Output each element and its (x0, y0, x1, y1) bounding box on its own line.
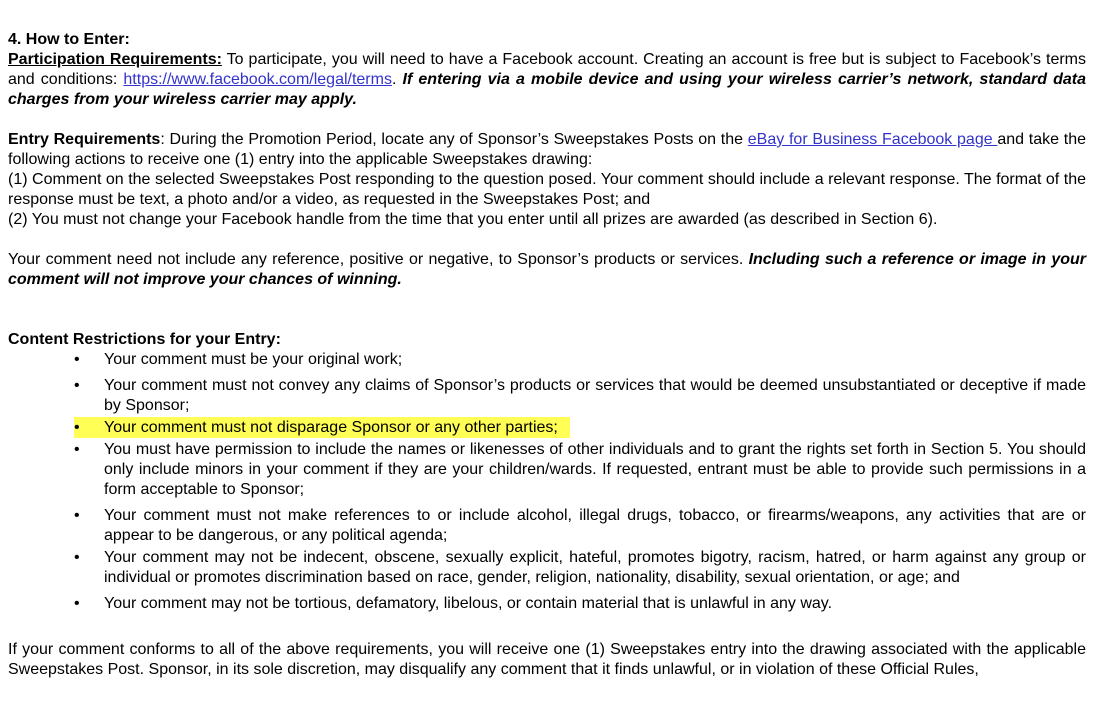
list-item-text: Your comment may not be tortious, defamatory, libelous, or contain material that is unlawful in any way. (104, 595, 833, 612)
bullet-icon: • (74, 549, 80, 566)
list-item-text: Your comment must not make references to or include alcohol, illegal drugs, tobacco, or firearms/weapons, any activities that are or appear to be dangerous, or any political agenda; (104, 507, 1086, 544)
participation-label: Participation Requirements: (8, 51, 222, 68)
entry-paragraph (8, 130, 1086, 170)
list-item-text: Your comment must be your original work; (104, 351, 403, 368)
facebook-terms-link[interactable]: https://www.facebook.com/legal/terms (123, 71, 392, 88)
list-item (8, 350, 1086, 370)
list-item (8, 440, 1086, 500)
bullet-icon: • (74, 377, 80, 394)
entry-text-2: and take the following actions to receive one (1) entry into the applicable Sweepstakes drawing: (8, 131, 1086, 168)
bullet-icon: • (74, 595, 80, 612)
list-item (8, 376, 1086, 416)
list-item (8, 548, 1086, 588)
participation-emphasis: If entering via a mobile device and using your wireless carrier’s network, standard data charges from your wireless carrier may apply. (8, 71, 1087, 108)
conclusion-paragraph: If your comment conforms to all of the above requirements, you will receive one (1) Sweepstakes entry into the drawing associated with the applicable Sweepstakes Post. Sponsor, in its sole discretion, may disqualify any comment that it finds unlawful, or in violation of these Official Rules, (8, 641, 1086, 678)
entry-label: Entry Requirements (8, 131, 161, 148)
list-item (8, 506, 1086, 546)
list-item-text: Your comment must not convey any claims of Sponsor’s products or services that would be deemed unsubstantiated or deceptive if made by Sponsor; (104, 377, 1086, 414)
document-page (8, 30, 1086, 680)
ebay-facebook-page-link[interactable]: eBay for Business Facebook page (747, 131, 998, 148)
entry-item-1: (1) Comment on the selected Sweepstakes Post responding to the question posed. Your comment should include a relevant response. The format of the response must be text, a photo and/or a video, as requested in the Sweepstakes Post; and (8, 171, 1086, 208)
participation-paragraph (8, 50, 1086, 110)
participation-text-2: . (391, 71, 403, 88)
reference-paragraph (8, 250, 1086, 290)
bullet-icon: • (74, 419, 80, 436)
entry-item-2: (2) You must not change your Facebook handle from the time that you enter until all prizes are awarded (as described in Section 6). (8, 211, 938, 228)
reference-text: Your comment need not include any reference, positive or negative, to Sponsor’s products or services. (8, 251, 749, 268)
entry-text-1: : During the Promotion Period, locate any of Sponsor’s Sweepstakes Posts on the (160, 131, 748, 148)
reference-emphasis: Including such a reference or image in your comment will not improve your chances of winning. (8, 251, 1087, 288)
restrictions-list (8, 350, 1086, 614)
bullet-icon: • (74, 351, 80, 368)
list-item-text: You must have permission to include the names or likenesses of other individuals and to grant the rights set forth in Section 5. You should only include minors in your comment if they are your children/wards. If requested, entrant must be able to provide such permissions in a form acceptable to Sponsor; (104, 441, 1086, 498)
bullet-icon: • (74, 441, 80, 458)
participation-text-1: To participate, you will need to have a Facebook account. Creating an account is free but is subject to Facebook’s terms and conditions: (8, 51, 1087, 88)
restrictions-heading: Content Restrictions for your Entry: (8, 331, 281, 348)
list-item (8, 594, 1086, 614)
section-heading: 4. How to Enter: (8, 31, 130, 48)
list-item-highlighted (8, 418, 1086, 438)
bullet-icon: • (74, 507, 80, 524)
highlighted-text: Your comment must not disparage Sponsor or any other parties; (74, 417, 570, 438)
list-item-text: Your comment may not be indecent, obscene, sexually explicit, hateful, promotes bigotry, racism, hatred, or harm against any group or individual or promotes discrimination based on race, gender, religion, nationality, disability, sexual orientation, or age; and (104, 549, 1086, 586)
